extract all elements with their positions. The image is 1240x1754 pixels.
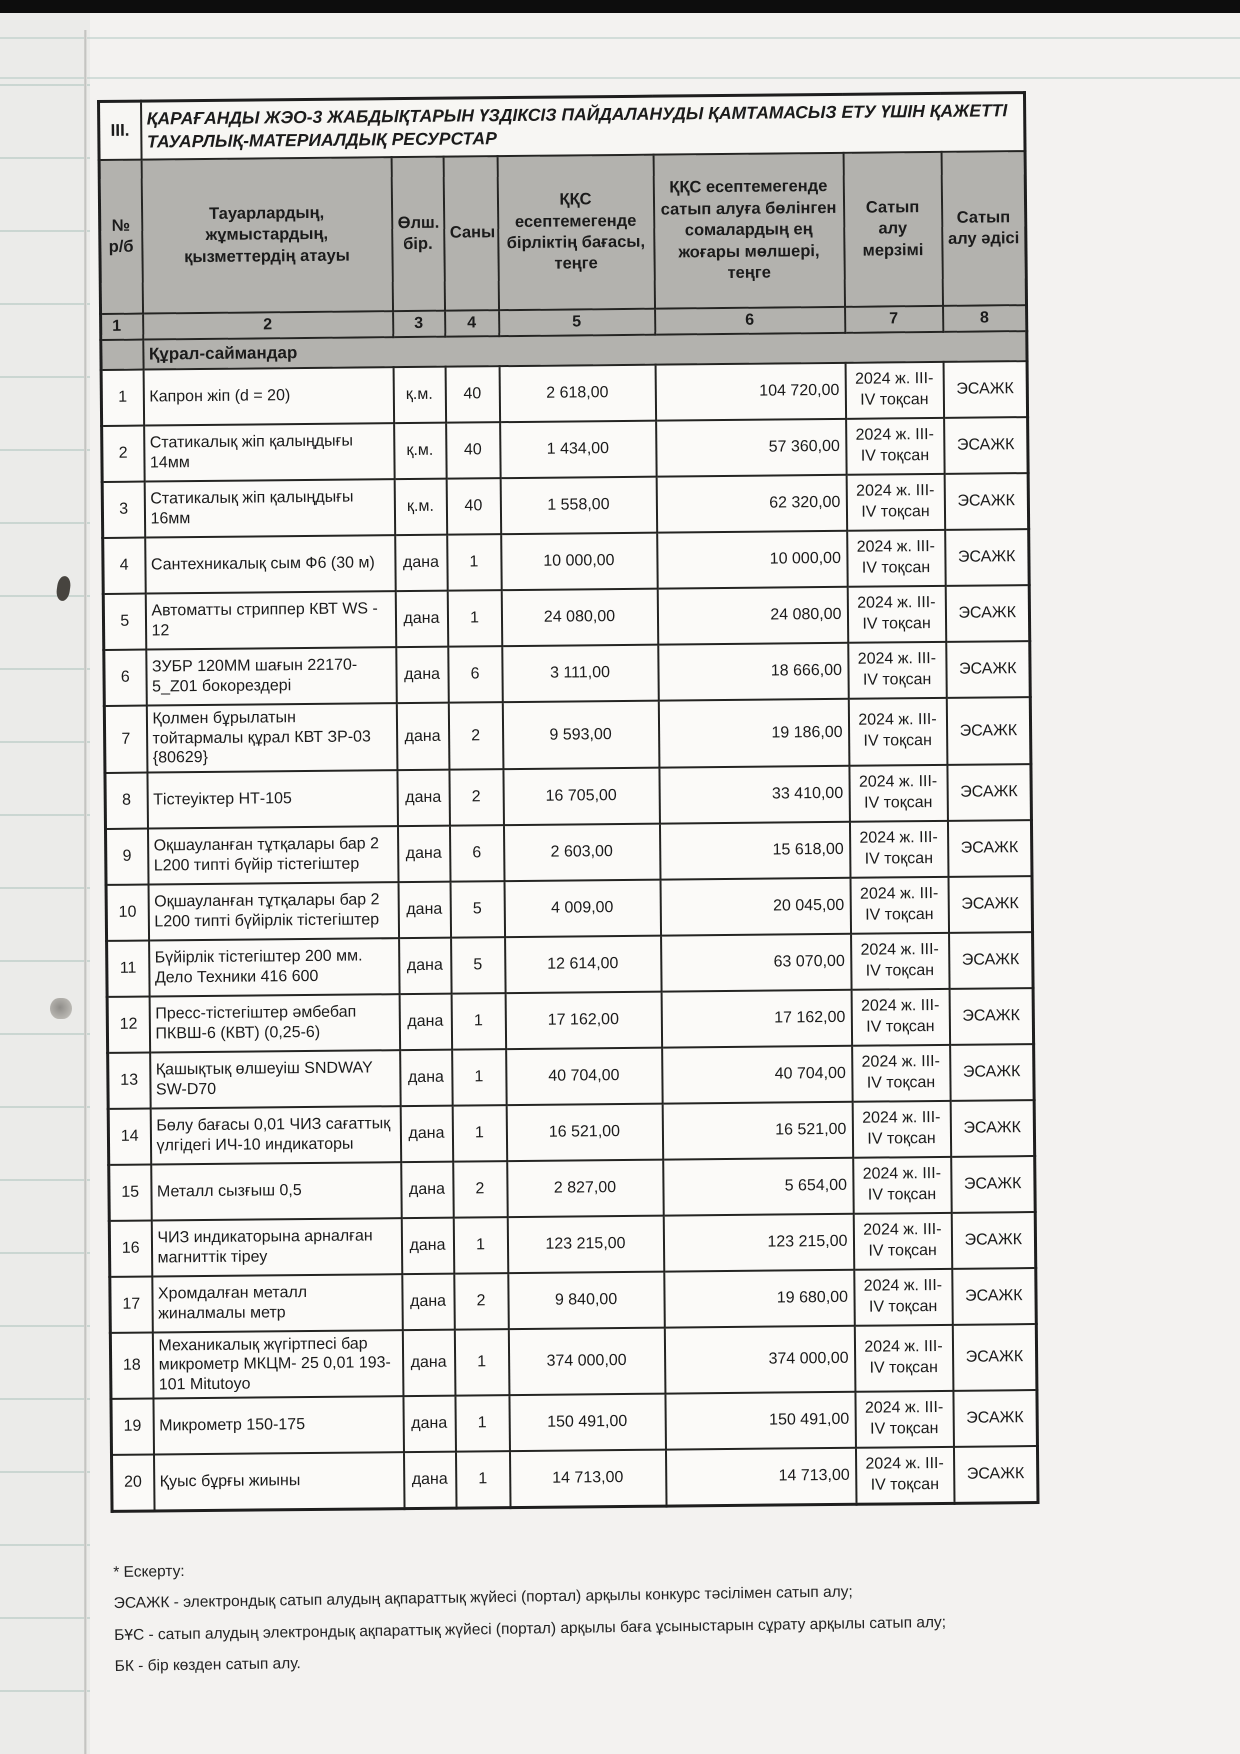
- cell-unit-price: 40 704,00: [506, 1047, 663, 1104]
- cell-method: ЭСАЖК: [946, 641, 1031, 698]
- table-row: [107, 932, 1034, 997]
- cell-unit: дана: [401, 1161, 454, 1217]
- cell-unit: қ.м.: [394, 423, 447, 479]
- cell-method: ЭСАЖК: [951, 1212, 1036, 1269]
- scan-edge-top: [0, 0, 1240, 13]
- header-row: [99, 151, 1026, 314]
- cell-row-number: 9: [105, 828, 148, 884]
- cell-method: ЭСАЖК: [949, 932, 1034, 989]
- cell-max-sum: 24 080,00: [657, 587, 848, 645]
- cell-row-number: 2: [102, 426, 145, 482]
- ruled-line: [0, 37, 1240, 39]
- cell-item-name: ЧИЗ индикаторына арналған магниттік тіреу: [151, 1218, 402, 1276]
- cell-period: 2024 ж. III-IV тоқсан: [848, 698, 947, 765]
- cell-item-name: Капрон жіп (d = 20): [143, 367, 394, 425]
- table-row: [106, 876, 1033, 941]
- cell-row-number: 10: [106, 884, 149, 940]
- cell-item-name: Хромдалған металл жиналмалы метр: [152, 1274, 403, 1332]
- cell-unit-price: 2 618,00: [499, 365, 656, 422]
- cell-item-name: Сантехникалық сым Ф6 (30 м): [145, 535, 396, 593]
- footnote: [113, 1541, 1125, 1682]
- cell-method: ЭСАЖК: [950, 1100, 1035, 1157]
- cell-row-number: 7: [104, 706, 147, 773]
- cell-row-number: 18: [110, 1332, 153, 1399]
- cell-period: 2024 ж. III-IV тоқсан: [854, 1268, 953, 1325]
- cell-period: 2024 ж. III-IV тоқсан: [847, 586, 946, 643]
- cell-unit-price: 123 215,00: [507, 1215, 664, 1272]
- cell-unit-price: 1 434,00: [500, 421, 657, 478]
- cell-unit: дана: [403, 1452, 456, 1509]
- cell-unit: дана: [397, 825, 450, 881]
- column-number: 6: [655, 307, 845, 335]
- column-number: 4: [445, 310, 499, 337]
- cell-unit: қ.м.: [394, 479, 447, 535]
- cell-method: ЭСАЖК: [950, 1044, 1035, 1101]
- col-header-period: Сатып алу мерзімі: [843, 152, 942, 307]
- cell-item-name: ЗУБР 120ММ шағын 22170-5_Z01 бокорездері: [146, 647, 397, 705]
- cell-unit-price: 16 705,00: [503, 767, 660, 824]
- table-head-block: [99, 93, 1028, 370]
- cell-item-name: Металл сызғыш 0,5: [151, 1162, 402, 1220]
- table-row: [109, 1212, 1036, 1277]
- cell-item-name: Микрометр 150-175: [153, 1396, 404, 1454]
- document-title: ҚАРАҒАНДЫ ЖЭО-3 ЖАБДЫҚТАРЫН ҮЗДІКСІЗ ПАЙДАЛАНУДЫ ҚАМТАМАСЫЗ ЕТУ ҮШІН ҚАЖЕТТІ ТАУАРЛЫҚ-МАТЕРИАЛДЫҚ РЕСУРСТАР: [141, 93, 1026, 160]
- cell-unit: дана: [395, 535, 448, 591]
- table-row: [105, 820, 1032, 885]
- cell-max-sum: 10 000,00: [657, 531, 848, 589]
- table-row: [103, 529, 1030, 594]
- cell-unit-price: 12 614,00: [505, 935, 662, 992]
- table-row: [101, 361, 1028, 426]
- cell-max-sum: 18 666,00: [658, 643, 849, 701]
- cell-unit-price: 150 491,00: [509, 1394, 666, 1451]
- table-row: [109, 1156, 1036, 1221]
- footnote-line: БҰС - сатып алудың электрондық ақпараттық жүйесі (портал) арқылы баға ұсыныстарын сұрату арқылы сатып алу;: [114, 1613, 947, 1644]
- cell-max-sum: 63 070,00: [661, 933, 852, 991]
- left-margin: [0, 13, 90, 1754]
- cell-unit-price: 2 827,00: [507, 1159, 664, 1216]
- cell-period: 2024 ж. III-IV тоқсан: [845, 362, 944, 419]
- cell-method: ЭСАЖК: [951, 1156, 1036, 1213]
- cell-item-name: Пресс-тістегіштер әмбебап ПКВШ-6 (КВТ) (0,25-6): [149, 994, 400, 1052]
- col-header-name: Тауарлардың, жұмыстардың, қызметтердің атауы: [141, 157, 392, 313]
- cell-method: ЭСАЖК: [952, 1268, 1037, 1325]
- cell-unit-price: 374 000,00: [508, 1327, 665, 1395]
- cell-row-number: 12: [107, 996, 150, 1052]
- cell-period: 2024 ж. III-IV тоқсан: [851, 932, 950, 989]
- cell-quantity: 40: [445, 366, 500, 423]
- cell-max-sum: 374 000,00: [664, 1325, 855, 1393]
- cell-max-sum: 150 491,00: [665, 1392, 856, 1450]
- cell-max-sum: 20 045,00: [660, 877, 851, 935]
- ruled-line: [0, 77, 1240, 79]
- cell-max-sum: 104 720,00: [655, 363, 846, 421]
- binder-hole-mark: [50, 998, 72, 1019]
- cell-unit: дана: [396, 703, 449, 770]
- title-row: [99, 93, 1026, 160]
- footnote-line: БК - бір көзден сатып алу.: [114, 1654, 301, 1675]
- table-tilt-wrapper: [97, 91, 1037, 1513]
- cell-row-number: 4: [103, 538, 146, 594]
- section-row-empty-cell: [101, 340, 143, 370]
- table-row: [112, 1446, 1039, 1511]
- cell-period: 2024 ж. III-IV тоқсан: [854, 1324, 953, 1391]
- table-row: [111, 1390, 1038, 1455]
- cell-unit: дана: [402, 1329, 455, 1396]
- table-row: [104, 697, 1031, 772]
- cell-period: 2024 ж. III-IV тоқсан: [855, 1447, 954, 1504]
- cell-period: 2024 ж. III-IV тоқсан: [853, 1156, 952, 1213]
- section-title: Құрал-саймандар: [143, 331, 1027, 369]
- cell-method: ЭСАЖК: [945, 529, 1030, 586]
- procurement-table: [97, 91, 1040, 1513]
- cell-unit: дана: [400, 1105, 453, 1161]
- cell-row-number: 14: [108, 1108, 151, 1164]
- cell-unit-price: 10 000,00: [501, 533, 658, 590]
- cell-max-sum: 57 360,00: [656, 419, 847, 477]
- col-header-unit-price: ҚҚС есептемегенде бірліктің бағасы, теңге: [497, 155, 654, 310]
- cell-method: ЭСАЖК: [949, 988, 1034, 1045]
- cell-quantity: 1: [452, 1049, 507, 1106]
- cell-unit-price: 9 840,00: [508, 1271, 665, 1328]
- column-number: 2: [143, 311, 393, 339]
- cell-quantity: 1: [454, 1329, 509, 1396]
- cell-unit-price: 24 080,00: [501, 589, 658, 646]
- cell-quantity: 2: [454, 1273, 509, 1330]
- footnote-line: ЭСАЖК - электрондық сатып алудың ақпараттық жүйесі (портал) арқылы конкурс тәсілімен сатып алу;: [113, 1583, 853, 1613]
- cell-row-number: 1: [101, 370, 144, 426]
- table-row: [110, 1268, 1037, 1333]
- table-row: [105, 764, 1032, 829]
- cell-max-sum: 62 320,00: [656, 475, 847, 533]
- cell-quantity: 1: [447, 534, 502, 591]
- col-header-unit: Өлш. бір.: [391, 157, 444, 311]
- cell-item-name: Қуыс бұрғы жиыны: [154, 1452, 405, 1511]
- cell-max-sum: 5 654,00: [663, 1157, 854, 1215]
- section-number: III.: [99, 101, 142, 160]
- footnote-label: * Ескерту:: [113, 1562, 185, 1581]
- cell-method: ЭСАЖК: [944, 417, 1029, 474]
- cell-max-sum: 33 410,00: [659, 765, 850, 823]
- column-number: 3: [393, 311, 445, 337]
- cell-method: ЭСАЖК: [947, 820, 1032, 877]
- cell-item-name: Оқшауланған тұтқалары бар 2 L200 типті бүйір тістегіштер: [147, 826, 398, 884]
- cell-item-name: Автоматты стриппер КВТ WS - 12: [145, 591, 396, 649]
- cell-row-number: 3: [102, 482, 145, 538]
- col-header-no: № р/б: [99, 160, 142, 314]
- cell-period: 2024 ж. III-IV тоқсан: [850, 876, 949, 933]
- table-row: [102, 417, 1029, 482]
- cell-method: ЭСАЖК: [944, 473, 1029, 530]
- table-row: [104, 641, 1031, 706]
- column-number: 8: [943, 305, 1027, 332]
- cell-unit-price: 2 603,00: [503, 823, 660, 880]
- cell-quantity: 2: [449, 769, 504, 826]
- cell-method: ЭСАЖК: [953, 1446, 1038, 1503]
- cell-unit-price: 1 558,00: [500, 477, 657, 534]
- table-row: [110, 1324, 1037, 1399]
- cell-row-number: 19: [111, 1399, 154, 1455]
- cell-unit: қ.м.: [393, 367, 446, 423]
- col-header-method: Сатып алу әдісі: [941, 151, 1027, 306]
- cell-row-number: 6: [104, 650, 147, 706]
- cell-row-number: 17: [110, 1276, 153, 1332]
- cell-quantity: 1: [455, 1395, 510, 1452]
- table-row: [107, 988, 1034, 1053]
- cell-max-sum: 19 680,00: [664, 1269, 855, 1327]
- table-row: [108, 1100, 1035, 1165]
- cell-item-name: Тістеуіктер НТ-105: [147, 770, 398, 828]
- page-fold-line: [84, 30, 87, 1754]
- cell-method: ЭСАЖК: [946, 697, 1031, 764]
- cell-period: 2024 ж. III-IV тоқсан: [852, 1044, 951, 1101]
- cell-quantity: 40: [446, 478, 501, 535]
- cell-period: 2024 ж. III-IV тоқсан: [855, 1391, 954, 1448]
- cell-unit-price: 3 111,00: [502, 645, 659, 702]
- cell-item-name: Қолмен бұрылатын тойтармалы құрал КВТ ЗР-03 {80629}: [146, 703, 397, 772]
- cell-item-name: Оқшауланған тұтқалары бар 2 L200 типті бүйірлік тістегіштер: [148, 882, 399, 940]
- cell-item-name: Бөлу бағасы 0,01 ЧИЗ сағаттық үлгідегі ИЧ-10 индикаторы: [150, 1106, 401, 1164]
- cell-row-number: 11: [107, 940, 150, 996]
- cell-quantity: 5: [451, 937, 506, 994]
- cell-unit-price: 14 713,00: [509, 1450, 666, 1508]
- cell-quantity: 6: [449, 825, 504, 882]
- cell-method: ЭСАЖК: [945, 585, 1030, 642]
- cell-unit: дана: [396, 647, 449, 703]
- table-row: [103, 585, 1030, 650]
- cell-unit: дана: [401, 1217, 454, 1273]
- cell-item-name: Механикалық жүгіртпесі бар микрометр МКЦМ- 25 0,01 193-101 Mitutoyo: [152, 1330, 403, 1399]
- cell-unit-price: 9 593,00: [502, 701, 659, 769]
- cell-period: 2024 ж. III-IV тоқсан: [851, 988, 950, 1045]
- column-number: 1: [101, 314, 143, 340]
- cell-item-name: Статикалық жіп қалыңдығы 16мм: [144, 479, 395, 537]
- cell-quantity: 1: [451, 993, 506, 1050]
- cell-period: 2024 ж. III-IV тоқсан: [846, 418, 945, 475]
- col-header-qty: Саны: [443, 156, 498, 311]
- cell-max-sum: 19 186,00: [658, 699, 849, 767]
- cell-method: ЭСАЖК: [947, 764, 1032, 821]
- cell-quantity: 1: [455, 1451, 510, 1508]
- cell-period: 2024 ж. III-IV тоқсан: [846, 474, 945, 531]
- cell-quantity: 6: [448, 646, 503, 703]
- cell-quantity: 1: [447, 590, 502, 647]
- cell-item-name: Статикалық жіп қалыңдығы 14мм: [144, 423, 395, 481]
- cell-period: 2024 ж. III-IV тоқсан: [848, 642, 947, 699]
- cell-unit: дана: [395, 591, 448, 647]
- cell-max-sum: 40 704,00: [662, 1045, 853, 1103]
- cell-unit-price: 17 162,00: [505, 991, 662, 1048]
- column-number: 7: [845, 306, 943, 333]
- cell-method: ЭСАЖК: [943, 361, 1028, 418]
- cell-method: ЭСАЖК: [953, 1390, 1038, 1447]
- cell-row-number: 8: [105, 772, 148, 828]
- cell-quantity: 2: [448, 702, 503, 769]
- table-row: [108, 1044, 1035, 1109]
- cell-item-name: Қашықтық өлшеуіш SNDWAY SW-D70: [150, 1050, 401, 1108]
- cell-unit-price: 16 521,00: [506, 1103, 663, 1160]
- cell-unit: дана: [402, 1273, 455, 1329]
- cell-row-number: 20: [112, 1455, 155, 1512]
- cell-row-number: 16: [109, 1220, 152, 1276]
- cell-max-sum: 16 521,00: [662, 1101, 853, 1159]
- cell-unit: дана: [398, 881, 451, 937]
- column-number: 5: [499, 309, 655, 336]
- cell-unit: дана: [399, 937, 452, 993]
- cell-item-name: Бүйірлік тістегіштер 200 мм. Дело Техники 416 600: [149, 938, 400, 996]
- cell-quantity: 40: [446, 422, 501, 479]
- cell-max-sum: 14 713,00: [665, 1448, 856, 1506]
- cell-row-number: 15: [109, 1164, 152, 1220]
- cell-max-sum: 15 618,00: [659, 821, 850, 879]
- cell-unit: дана: [397, 769, 450, 825]
- cell-row-number: 13: [108, 1052, 151, 1108]
- cell-row-number: 5: [103, 594, 146, 650]
- cell-unit: дана: [403, 1396, 456, 1452]
- col-header-max-sum: ҚҚС есептемегенде сатып алуға бөлінген сомалардың ең жоғары мөлшері, теңге: [653, 153, 844, 309]
- table-row: [102, 473, 1029, 538]
- cell-quantity: 1: [452, 1105, 507, 1162]
- cell-max-sum: 17 162,00: [661, 989, 852, 1047]
- cell-period: 2024 ж. III-IV тоқсан: [849, 820, 948, 877]
- cell-unit: дана: [399, 993, 452, 1049]
- cell-period: 2024 ж. III-IV тоқсан: [847, 530, 946, 587]
- cell-method: ЭСАЖК: [948, 876, 1033, 933]
- cell-unit: дана: [400, 1049, 453, 1105]
- cell-method: ЭСАЖК: [952, 1324, 1037, 1391]
- cell-unit-price: 4 009,00: [504, 879, 661, 936]
- table-body: [101, 361, 1038, 1511]
- cell-period: 2024 ж. III-IV тоқсан: [852, 1100, 951, 1157]
- cell-period: 2024 ж. III-IV тоқсан: [853, 1212, 952, 1269]
- cell-quantity: 2: [453, 1161, 508, 1218]
- cell-max-sum: 123 215,00: [663, 1213, 854, 1271]
- cell-quantity: 1: [453, 1217, 508, 1274]
- cell-period: 2024 ж. III-IV тоқсан: [849, 764, 948, 821]
- cell-quantity: 5: [450, 881, 505, 938]
